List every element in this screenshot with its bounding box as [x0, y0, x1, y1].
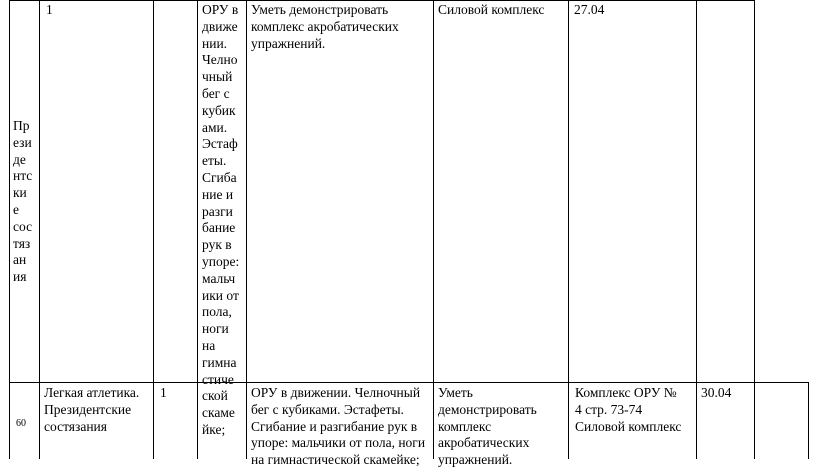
skills-cell: Уметь демонстрировать комплекс акробатических упражнений.: [251, 2, 399, 51]
col-border: [696, 382, 697, 459]
lesson-number: 1: [46, 2, 53, 17]
topic-cell: Легкая атлетика. Президентские состязания: [44, 385, 140, 434]
col-border: [197, 0, 198, 382]
homework-cell: Комплекс ОРУ № 4 стр. 73-74 Силовой комплекс: [575, 385, 682, 434]
col-border: [246, 0, 247, 382]
col-border: [754, 0, 755, 382]
col-border: [808, 382, 809, 459]
row-divider: [9, 382, 808, 383]
col-border: [433, 0, 434, 382]
date-cell: 30.04: [701, 385, 732, 400]
col-border: [433, 382, 434, 459]
section-title-vertical: Пр ези де нтс ки е сос тяз ан ия: [13, 118, 33, 285]
col-border: [568, 382, 569, 459]
col-border: [197, 382, 198, 459]
col-border: [754, 382, 755, 459]
homework-cell: Силовой комплекс: [438, 2, 545, 17]
col-border: [39, 0, 40, 459]
col-border: [246, 382, 247, 459]
lesson-content-cell: ОРУ в движении. Челночный бег с кубиками. Эстафеты. Сгибание и разгибание рук в упоре: мальчики от пола, ноги на гимнастической скамейке;: [251, 385, 426, 468]
table-top-border: [9, 0, 755, 1]
col-border: [9, 0, 10, 459]
date-cell: 27.04: [574, 2, 605, 17]
lesson-content-cell: ОРУ в движе нии. Челно чный бег с кубик ами. Эстаф еты. Сгиба ние и разги бание рук в упоре: мальч ики от пола, ноги на гимна стиче ской скаме йке;: [202, 2, 240, 437]
col-border: [153, 382, 154, 459]
skills-cell: Уметь демонстрировать комплекс акробатических упражнений.: [438, 385, 537, 468]
row-number: 60: [16, 418, 26, 429]
col-border: [568, 0, 569, 382]
col-border: [696, 0, 697, 382]
col-border: [153, 0, 154, 382]
hours-cell: 1: [160, 385, 167, 400]
